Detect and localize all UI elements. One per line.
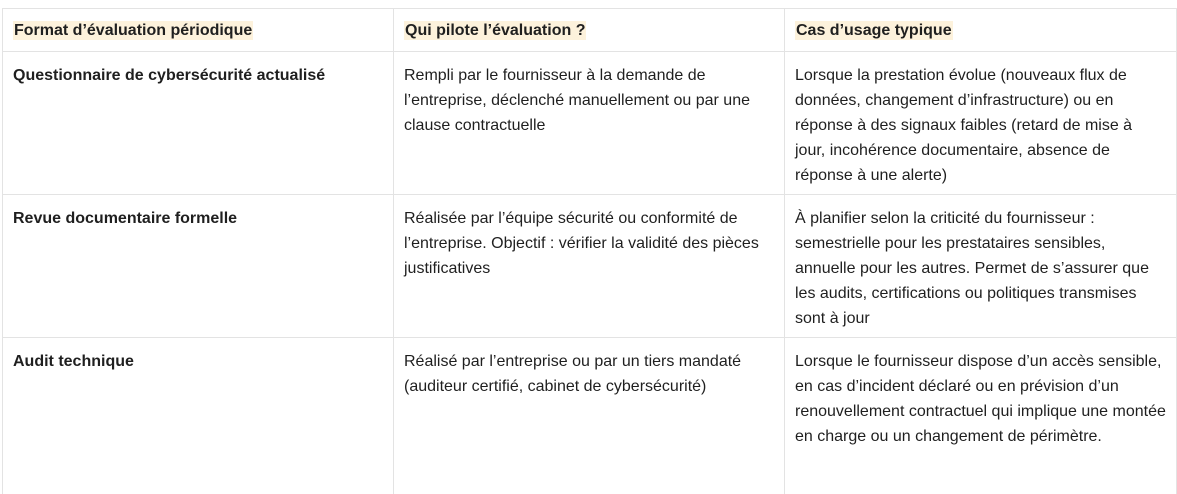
header-pilot-label: Qui pilote l’évaluation ? — [404, 21, 586, 40]
cell-usage: Lorsque la prestation évolue (nouveaux flux de données, changement d’infrastructure) ou en réponse à des signaux faibles (retard de mise à jour, incohérence documentaire, absence de réponse à une alerte) — [785, 52, 1177, 195]
cell-pilot: Réalisé par l’entreprise ou par un tiers mandaté (auditeur certifié, cabinet de cybersécurité) — [394, 338, 785, 494]
header-pilot — [394, 9, 785, 52]
header-usage-label: Cas d’usage typique — [795, 21, 953, 40]
header-usage — [785, 9, 1177, 52]
cell-usage: Lorsque le fournisseur dispose d’un accès sensible, en cas d’incident déclaré ou en prévision d’un renouvellement contractuel qui implique une montée en charge ou un changement de périmètre. — [785, 338, 1177, 494]
table-row — [3, 195, 1177, 338]
evaluation-table — [2, 8, 1177, 494]
cell-pilot: Rempli par le fournisseur à la demande de l’entreprise, déclenché manuellement ou par une clause contractuelle — [394, 52, 785, 195]
cell-format: Revue documentaire formelle — [3, 195, 394, 338]
header-format-label: Format d’évaluation périodique — [13, 21, 253, 40]
cell-usage: À planifier selon la criticité du fournisseur : semestrielle pour les prestataires sensibles, annuelle pour les autres. Permet de s’assurer que les audits, certifications ou politiques transmises sont à jour — [785, 195, 1177, 338]
cell-format: Questionnaire de cybersécurité actualisé — [3, 52, 394, 195]
table-header-row — [3, 9, 1177, 52]
header-format — [3, 9, 394, 52]
table-row — [3, 338, 1177, 494]
cell-pilot: Réalisée par l’équipe sécurité ou conformité de l’entreprise. Objectif : vérifier la validité des pièces justificatives — [394, 195, 785, 338]
table-row — [3, 52, 1177, 195]
cell-format: Audit technique — [3, 338, 394, 494]
